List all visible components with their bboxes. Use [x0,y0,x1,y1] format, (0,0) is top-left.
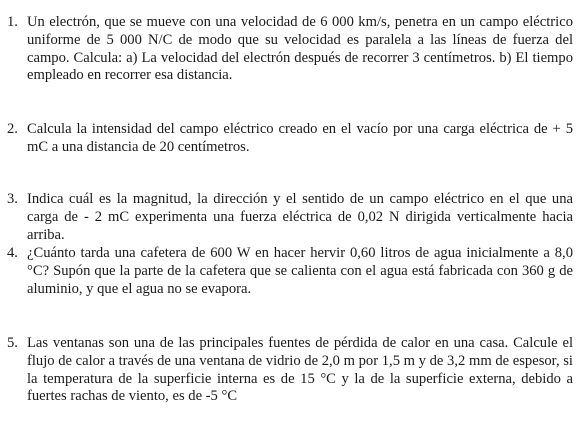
problem-number: 1. [7,14,18,30]
problem-text: Indica cuál es la magnitud, la dirección y el sentido de un campo eléctrico en el que una carga de - 2 mC experimenta una fuerza eléctrica de 0,02 N dirigida verticalmente hacia arriba. [27,191,573,243]
problem-2 [7,121,573,157]
problem-number: 3. [7,191,18,207]
problem-1 [7,14,573,85]
problem-text: ¿Cuánto tarda una cafetera de 600 W en hacer hervir 0,60 litros de agua inicialmente a 8,0 °C? Supón que la parte de la cafetera que se calienta con el agua está fabricada con 360 g de aluminio, y que el agua no se evapora. [27,245,573,297]
problem-3 [7,191,573,244]
problem-5 [7,335,573,406]
problem-number: 4. [7,245,18,261]
problem-number: 2. [7,121,18,137]
problem-text: Las ventanas son una de las principales fuentes de pérdida de calor en una casa. Calcule el flujo de calor a través de una ventana de vidrio de 2,0 m por 1,5 m y de 3,2 mm de espesor, si la temperatura de la superficie interna es de 15 °C y la de la superficie externa, debido a fuertes rachas de viento, es de -5 °C [27,335,573,405]
problem-number: 5. [7,335,18,351]
problem-text: Un electrón, que se mueve con una velocidad de 6 000 km/s, penetra en un campo eléctrico uniforme de 5 000 N/C de modo que su velocidad es paralela a las líneas de fuerza del campo. Calcula: a) La velocidad del electrón después de recorrer 3 centímetros. b) El tiempo empleado en recorrer esa distancia. [27,14,573,84]
problem-text: Calcula la intensidad del campo eléctrico creado en el vacío por una carga eléctrica de + 5 mC a una distancia de 20 centímetros. [27,121,573,155]
problem-4 [7,245,573,298]
